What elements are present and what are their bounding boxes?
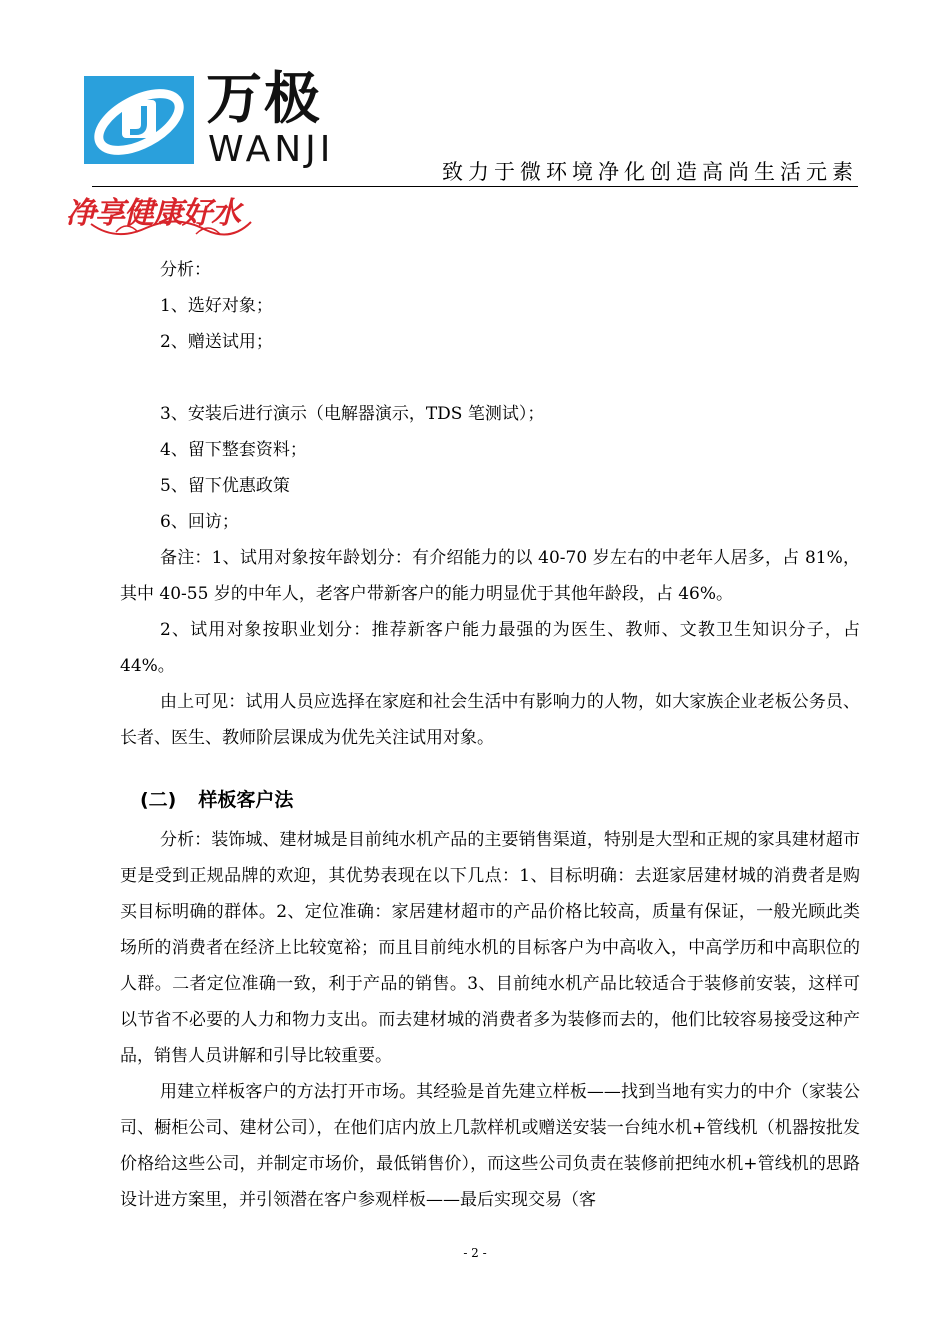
note-paragraph: 备注：1、试用对象按年龄划分：有介绍能力的以 40-70 岁左右的中老年人居多，占 81%，其中 40-55 岁的中年人，老客户带新客户的能力明显优于其他年龄段，占 46%。 xyxy=(120,548,860,604)
brand-name-english: WANJI xyxy=(208,129,335,170)
brand-name-chinese: 万极 xyxy=(206,67,322,132)
list-item: 4、留下整套资料； xyxy=(160,440,307,460)
page-number: - 2 - xyxy=(463,1246,487,1260)
section-title: 样板客户法 xyxy=(198,789,294,811)
list-item: 3、安装后进行演示（电解器演示，TDS 笔测试）； xyxy=(160,404,545,424)
list-item: 5、留下优惠政策 xyxy=(160,476,290,496)
company-logo xyxy=(84,68,354,168)
note-paragraph: 2、试用对象按职业划分：推荐新客户能力最强的为医生、教师、文教卫生知识分子，占 44%。 xyxy=(120,620,860,676)
document-body xyxy=(120,252,860,1218)
tagline-text: 净享健康好水 xyxy=(66,196,240,231)
conclusion-paragraph: 由上可见：试用人员应选择在家庭和社会生活中有影响力的人物，如大家族企业老板公务员、长者、医生、教师阶层课成为优先关注试用对象。 xyxy=(120,692,860,748)
tagline-logo xyxy=(66,186,266,242)
section-number: (二) xyxy=(140,789,177,811)
body-paragraph: 用建立样板客户的方法打开市场。其经验是首先建立样板——找到当地有实力的中介（家装公司、橱柜公司、建材公司），在他们店内放上几款样机或赠送安装一台纯水机+管线机（机器按批发价格给这些公司，并制定市场价，最低销售价），而这些公司负责在装修前把纯水机+管线机的思路设计进方案里，并引领潜在客户参观样板——最后实现交易（客 xyxy=(120,1082,860,1210)
list-item: 2、赠送试用； xyxy=(160,332,273,352)
header-slogan: 致力于微环境净化创造高尚生活元素 xyxy=(442,160,858,184)
section-heading xyxy=(120,782,860,818)
swirl-decoration-icon xyxy=(86,212,256,242)
list-item: 1、选好对象； xyxy=(160,296,273,316)
list-item: 6、回访； xyxy=(160,512,239,532)
analysis-label: 分析： xyxy=(160,260,211,280)
body-paragraph: 分析：装饰城、建材城是目前纯水机产品的主要销售渠道，特别是大型和正规的家具建材超市更是受到正规品牌的欢迎，其优势表现在以下几点：1、目标明确：去逛家居建材城的消费者是购买目标明确的群体。2、定位准确：家居建材超市的产品价格比较高，质量有保证，一般光顾此类场所的消费者在经济上比较宽裕；而且目前纯水机的目标客户为中高收入，中高学历和中高职位的人群。二者定位准确一致，利于产品的销售。3、目前纯水机产品比较适合于装修前安装，这样可以节省不必要的人力和物力支出。而去建材城的消费者多为装修而去的，他们比较容易接受这种产品，销售人员讲解和引导比较重要。 xyxy=(120,830,860,1066)
wanji-logo-icon xyxy=(84,76,194,164)
